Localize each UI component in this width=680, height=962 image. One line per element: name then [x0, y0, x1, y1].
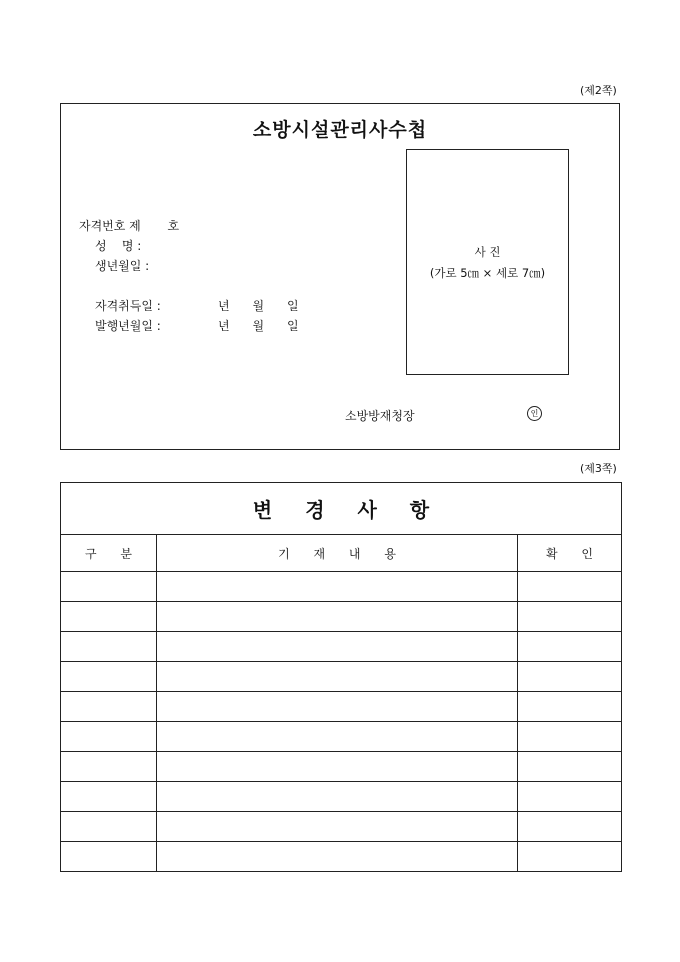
table-row [61, 572, 622, 602]
certificate-title: 소방시설관리사수첩 [252, 119, 428, 141]
photo-label: 사 진 [474, 245, 501, 259]
table-cell [157, 752, 518, 782]
issuer-name: 소방방재청장 [345, 409, 415, 423]
column-header-confirm: 확 인 [518, 535, 622, 572]
table-cell [61, 842, 157, 872]
photo-box [406, 149, 569, 375]
table-cell [61, 572, 157, 602]
table-cell [61, 782, 157, 812]
table-row [61, 842, 622, 872]
page-number-2: (제2쪽) [580, 84, 617, 97]
table-cell [518, 602, 622, 632]
license-number-field: 자격번호 제 호 [79, 219, 180, 233]
table-cell [61, 632, 157, 662]
table-cell [518, 572, 622, 602]
photo-size: (가로 5㎝ × 세로 7㎝) [429, 266, 546, 280]
table-cell [61, 692, 157, 722]
column-header-category: 구 분 [61, 535, 157, 572]
table-cell [518, 752, 622, 782]
seal-icon: 인 [527, 406, 542, 421]
table-cell [518, 692, 622, 722]
issued-date-label: 발행년월일 : [95, 319, 161, 333]
name-field: 성 명 : [95, 239, 142, 253]
table-cell [157, 692, 518, 722]
table-cell [61, 722, 157, 752]
table-cell [518, 812, 622, 842]
table-cell [157, 722, 518, 752]
change-history-table [60, 482, 622, 872]
change-history-title: 변 경 사 항 [61, 483, 622, 535]
table-cell [518, 782, 622, 812]
table-row [61, 692, 622, 722]
table-cell [157, 602, 518, 632]
table-cell [61, 662, 157, 692]
table-row [61, 722, 622, 752]
table-cell [157, 782, 518, 812]
birthdate-field: 생년월일 : [95, 259, 150, 273]
acquired-date-label: 자격취득일 : [95, 299, 161, 313]
column-header-content: 기 재 내 용 [157, 535, 518, 572]
table-cell [157, 662, 518, 692]
table-cell [61, 812, 157, 842]
table-cell [157, 812, 518, 842]
table-row [61, 812, 622, 842]
table-row [61, 602, 622, 632]
issued-date-units: 년 월 일 [218, 319, 299, 333]
table-cell [518, 632, 622, 662]
table-cell [518, 842, 622, 872]
page-number-3: (제3쪽) [580, 462, 617, 475]
table-row [61, 782, 622, 812]
table-cell [157, 842, 518, 872]
table-cell [518, 722, 622, 752]
table-cell [61, 752, 157, 782]
table-row [61, 752, 622, 782]
table-cell [157, 572, 518, 602]
table-row [61, 662, 622, 692]
acquired-date-units: 년 월 일 [218, 299, 299, 313]
table-cell [61, 602, 157, 632]
table-cell [518, 662, 622, 692]
table-cell [157, 632, 518, 662]
table-row [61, 632, 622, 662]
